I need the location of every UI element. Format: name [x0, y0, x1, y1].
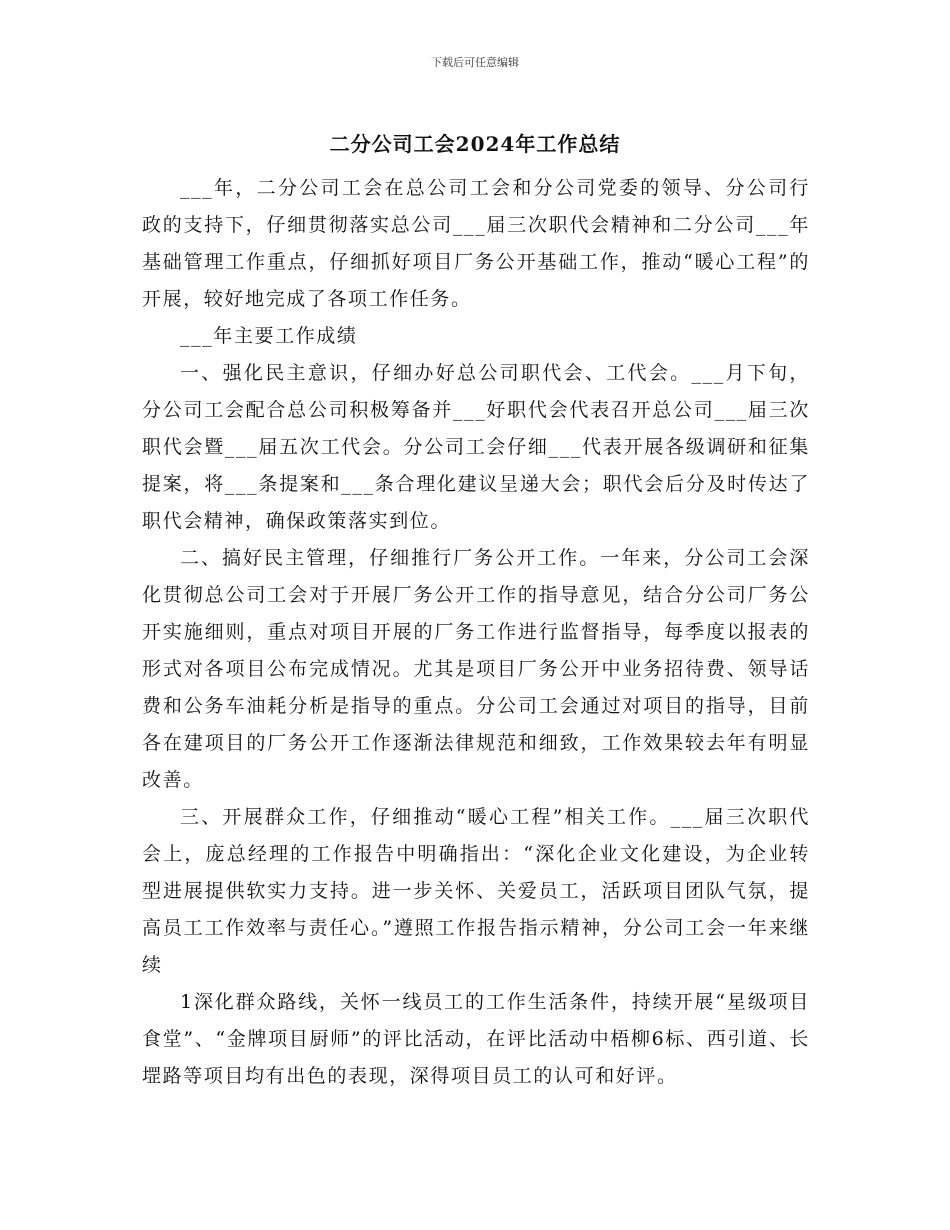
paragraph-section-heading: ___年主要工作成绩	[180, 325, 358, 347]
paragraph-subitem-1: 1深化群众路线，关怀一线员工的工作生活条件，持续开展“星级项目食堂”、“金牌项目厨师”的评比活动，在评比活动中梧柳6标、西引道、长堽路等项目均有出色的表现，深得项目员工的认可和好评。	[142, 991, 810, 1087]
paragraph-intro: ___年，二分公司工会在总公司工会和分公司党委的领导、分公司行政的支持下，仔细贯彻落实总公司___届三次职代会精神和二分公司___年基础管理工作重点，仔细抓好项目厂务公开基础工作，推动“暖心工程”的开展，较好地完成了各项工作任务。	[142, 177, 810, 310]
document-body	[142, 170, 810, 1095]
paragraph-item-1: 一、强化民主意识，仔细办好总公司职代会、工代会。___月下旬，分公司工会配合总公司积极筹备并___好职代会代表召开总公司___届三次职代会暨___届五次工代会。分公司工会仔细___代表开展各级调研和征集提案，将___条提案和___条合理化建议呈递大会；职代会后分及时传达了职代会精神，确保政策落实到位。	[142, 362, 810, 532]
document-title: 二分公司工会2024年工作总结	[329, 132, 621, 156]
header-note: 下载后可任意编辑	[431, 56, 519, 69]
paragraph-item-2: 二、搞好民主管理，仔细推行厂务公开工作。一年来，分公司工会深化贯彻总公司工会对于开展厂务公开工作的指导意见，结合分公司厂务公开实施细则，重点对项目开展的厂务工作进行监督指导，每季度以报表的形式对各项目公布完成情况。尤其是项目厂务公开中业务招待费、领导话费和公务车油耗分析是指导的重点。分公司工会通过对项目的指导，目前各在建项目的厂务公开工作逐渐法律规范和细致，工作效果较去年有明显改善。	[142, 547, 810, 791]
paragraph-item-3: 三、开展群众工作，仔细推动“暖心工程”相关工作。___届三次职代会上，庞总经理的工作报告中明确指出：“深化企业文化建设，为企业转型进展提供软实力支持。进一步关怀、关爱员工，活跃项目团队气氛，提高员工工作效率与责任心。”遵照工作报告指示精神，分公司工会一年来继续	[142, 806, 810, 976]
